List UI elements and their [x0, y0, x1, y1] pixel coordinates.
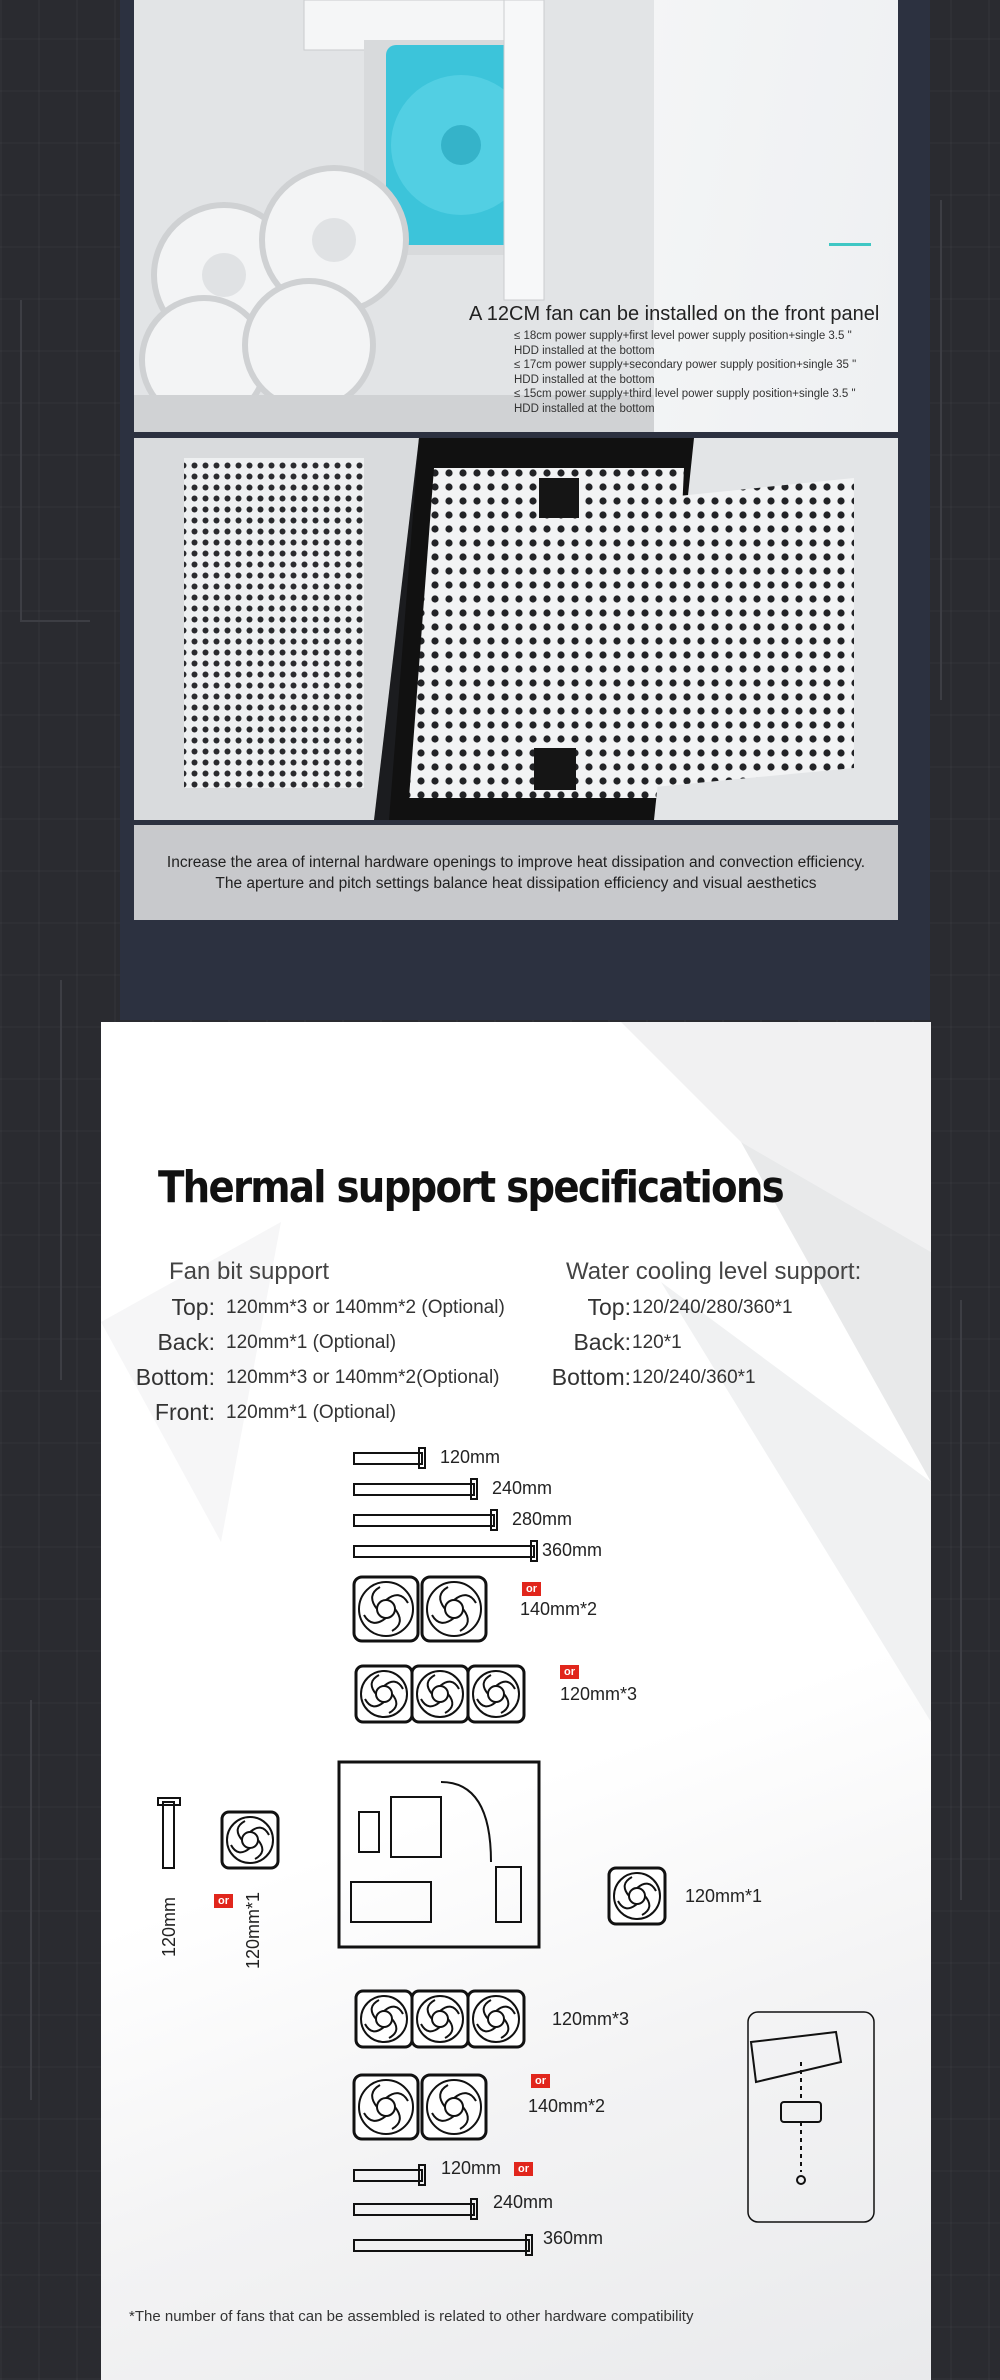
water-value-back: 120*1 [632, 1332, 682, 1353]
fan-label-top: Top: [171, 1294, 215, 1320]
cooling-diagram [101, 1022, 931, 2380]
circuit-trace [20, 620, 90, 622]
water-support-heading: Water cooling level support: [566, 1258, 862, 1285]
bottom-rad-360-label: 360mm [543, 2228, 604, 2248]
water-label-bottom: Bottom: [551, 1364, 631, 1390]
fan-value-back: 120mm*1 (Optional) [226, 1332, 397, 1353]
top-rad-280-label: 280mm [512, 1509, 573, 1529]
circuit-trace [30, 1700, 32, 2100]
top-rad-120-label: 120mm [440, 1447, 501, 1467]
circuit-trace [60, 980, 62, 1380]
mesh-panel-photo [134, 438, 898, 820]
fan-value-front: 120mm*1 (Optional) [226, 1402, 397, 1423]
front-fan-label: 120mm*1 [685, 1886, 763, 1906]
top-fans-120-label: 120mm*3 [560, 1684, 638, 1704]
note-line: HDD installed at the bottom [514, 344, 655, 357]
side-rad-label: 120mm [159, 1896, 179, 1957]
front-fan-notes [514, 329, 856, 416]
front-fan-photo [134, 0, 898, 432]
water-value-bottom: 120/240/360*1 [632, 1367, 756, 1388]
front-fan-title: A 12CM fan can be installed on the front panel [469, 303, 880, 325]
or-badge: or [514, 2162, 533, 2176]
top-rad-240-label: 240mm [492, 1478, 553, 1498]
fan-label-front: Front: [154, 1399, 215, 1425]
or-badge: or [560, 1665, 579, 1679]
note-line: HDD installed at the bottom [514, 402, 655, 415]
fan-label-bottom: Bottom: [135, 1364, 215, 1390]
side-fan-label: 120mm*1 [243, 1891, 263, 1969]
bottom-fans-120-label: 120mm*3 [552, 2009, 630, 2029]
fan-value-top: 120mm*3 or 140mm*2 (Optional) [226, 1297, 505, 1318]
fan-label-back: Back: [157, 1329, 215, 1355]
caption-line: The aperture and pitch settings balance heat dissipation efficiency and visual aesthetics [215, 874, 817, 892]
circuit-trace [940, 200, 942, 700]
thermal-spec-section [101, 1022, 931, 2380]
spec-title: Thermal support specifications [158, 1162, 783, 1213]
note-line: ≤ 17cm power supply+secondary power supply position+single 35 " [514, 359, 857, 371]
bottom-fans-140-label: 140mm*2 [528, 2096, 606, 2116]
water-label-top: Top: [587, 1294, 631, 1320]
or-badge: or [522, 1582, 541, 1596]
water-value-top: 120/240/280/360*1 [632, 1297, 793, 1318]
top-fans-140-label: 140mm*2 [520, 1599, 598, 1619]
bottom-rad-120-label: 120mm [441, 2158, 502, 2178]
circuit-trace [960, 1300, 962, 1900]
caption-bar [134, 825, 898, 920]
or-badge: or [531, 2074, 550, 2088]
or-badge: or [214, 1894, 233, 1908]
bottom-rad-240-label: 240mm [493, 2192, 554, 2212]
fan-value-bottom: 120mm*3 or 140mm*2(Optional) [226, 1367, 500, 1388]
caption-line: Increase the area of internal hardware openings to improve heat dissipation and convection efficiency. [166, 853, 866, 871]
fan-support-heading: Fan bit support [169, 1258, 330, 1285]
note-line: HDD installed at the bottom [514, 373, 655, 386]
footnote: *The number of fans that can be assembled is related to other hardware compatibility [129, 2308, 694, 2325]
top-rad-360-label: 360mm [542, 1540, 603, 1560]
water-label-back: Back: [573, 1329, 631, 1355]
circuit-trace [20, 300, 22, 620]
note-line: ≤ 18cm power supply+first level power supply position+single 3.5 " [514, 330, 852, 342]
note-line: ≤ 15cm power supply+third level power supply position+single 3.5 " [514, 388, 856, 400]
